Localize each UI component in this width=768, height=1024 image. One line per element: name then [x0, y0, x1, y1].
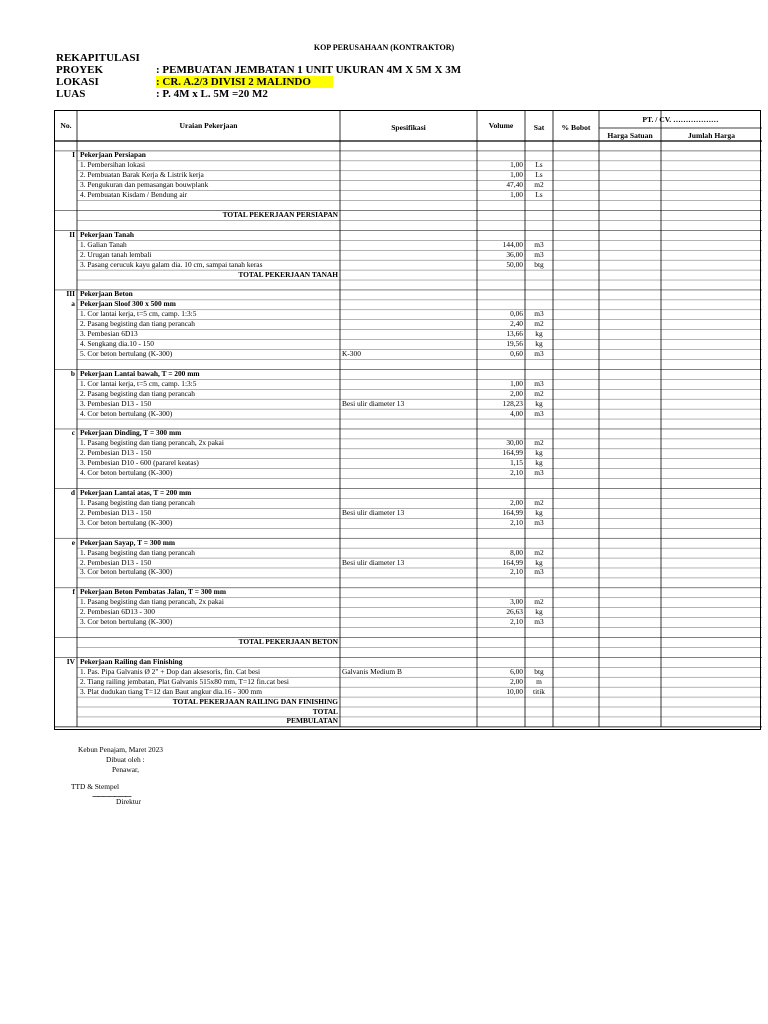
header-value: : PEMBUATAN JEMBATAN 1 UNIT UKURAN 4M X 5M X 3M	[156, 64, 462, 76]
item-volume: 1,00	[510, 378, 523, 388]
item-volume: 2,10	[510, 567, 523, 577]
col-header-unit-price: Harga Satuan	[607, 131, 653, 140]
col-header-specification: Spesifikasi	[391, 123, 426, 132]
header-row	[56, 64, 461, 76]
item-description: 1. Pas. Pipa Galvanis Ø 2" + Dop dan aksesoris, fin. Cat besi	[80, 666, 261, 676]
item-volume: 36,00	[506, 249, 523, 259]
item-unit: btg	[534, 666, 544, 676]
item-volume: 128,23	[502, 398, 523, 408]
item-unit: m3	[534, 408, 544, 418]
item-unit: m3	[534, 617, 544, 627]
item-volume: 2,00	[510, 388, 523, 398]
item-unit: titik	[533, 686, 545, 696]
contractor-label: PT. / CV. ………………	[642, 115, 719, 124]
item-description: 2. Pembesian D13 - 150	[80, 507, 152, 517]
item-specification: Besi ulir diameter 13	[342, 398, 405, 408]
item-volume: 164,99	[502, 507, 523, 517]
item-description: 3. Cor beton bertulang (K-300)	[80, 517, 173, 527]
project-header	[56, 52, 461, 100]
item-volume: 164,99	[502, 557, 523, 567]
item-unit: Ls	[535, 160, 543, 170]
total-label: TOTAL PEKERJAAN BETON	[238, 637, 338, 646]
item-volume: 144,00	[502, 239, 523, 249]
item-unit: btg	[534, 259, 544, 269]
item-unit: kg	[535, 607, 543, 617]
section-title: Pekerjaan Sloof 300 x 500 mm	[80, 299, 176, 309]
item-specification: Besi ulir diameter 13	[342, 507, 405, 517]
item-volume: 4,00	[510, 408, 523, 418]
section-title: Pekerjaan Dinding, T = 300 mm	[80, 428, 182, 438]
total-label: TOTAL PEKERJAAN RAILING DAN FINISHING	[172, 696, 338, 706]
item-unit: m	[536, 676, 542, 686]
col-header-total-price: Jumlah Harga	[687, 131, 736, 140]
item-volume: 10,00	[506, 686, 523, 696]
section-number: IV	[66, 656, 75, 666]
item-unit: m2	[534, 388, 544, 398]
item-description: 3. Pengukuran dan pemasangan bouwplank	[80, 180, 209, 190]
header-value: : P. 4M x L. 5M =20 M2	[156, 88, 268, 100]
item-volume: 2,40	[510, 319, 523, 329]
item-description: 2. Pembesian 6D13 - 300	[80, 607, 155, 617]
item-volume: 2,00	[510, 497, 523, 507]
item-volume: 50,00	[506, 259, 523, 269]
section-number: I	[72, 150, 75, 160]
header-row	[56, 88, 461, 100]
company-letterhead: KOP PERUSAHAAN (KONTRAKTOR)	[313, 43, 455, 52]
item-unit: m2	[534, 319, 544, 329]
item-description: 3. Cor beton bertulang (K-300)	[80, 617, 173, 627]
item-description: 1. Galian Tanah	[80, 239, 127, 249]
item-description: 4. Cor beton bertulang (K-300)	[80, 408, 173, 418]
item-volume: 0,06	[510, 309, 523, 319]
header-key: LUAS	[56, 88, 86, 100]
item-unit: m3	[534, 468, 544, 478]
item-unit: kg	[535, 507, 543, 517]
col-header-description: Uraian Pekerjaan	[179, 121, 238, 130]
section-title: Pekerjaan Lantai atas, T = 200 mm	[80, 488, 192, 498]
item-description: 3. Pembesian 6D13	[80, 329, 138, 339]
item-volume: 0,60	[510, 349, 523, 359]
total-label: TOTAL PEKERJAAN TANAH	[238, 269, 338, 279]
item-unit: m3	[534, 349, 544, 359]
section-number: a	[71, 299, 75, 309]
item-unit: m3	[534, 378, 544, 388]
item-description: 3. Cor beton bertulang (K-300)	[80, 567, 173, 577]
item-description: 4. Pembuatan Kisdam / Bendung air	[80, 190, 188, 200]
item-description: 2. Urugan tanah lembali	[80, 249, 152, 259]
section-number: d	[70, 488, 75, 498]
item-description: 1. Cor lantai kerja, t=5 cm, camp. 1:3:5	[80, 309, 197, 319]
col-header-weight: % Bobot	[561, 123, 591, 132]
section-number: III	[66, 289, 75, 299]
item-description: 1. Cor lantai kerja, t=5 cm, camp. 1:3:5	[80, 378, 197, 388]
section-number: f	[72, 587, 75, 597]
item-volume: 30,00	[506, 438, 523, 448]
item-specification: Galvanis Medium B	[342, 666, 402, 676]
item-unit: kg	[535, 329, 543, 339]
item-volume: 6,00	[510, 666, 523, 676]
section-number: II	[69, 229, 75, 239]
item-specification: K-300	[342, 349, 361, 359]
item-volume: 2,00	[510, 676, 523, 686]
signature-made-by: Dibuat oleh :	[106, 755, 145, 764]
item-unit: kg	[535, 339, 543, 349]
item-volume: 13,66	[506, 329, 523, 339]
item-description: 2. Pembesian D13 - 150	[80, 557, 152, 567]
section-title: Pekerjaan Beton	[80, 289, 133, 299]
signature-name-line: ..............................................	[92, 790, 131, 799]
item-volume: 2,10	[510, 517, 523, 527]
item-unit: Ls	[535, 190, 543, 200]
signature-place-date: Kebun Penajam, Maret 2023	[78, 745, 163, 754]
item-description: 2. Pasang begisting dan tiang perancah	[80, 319, 195, 329]
signature-bidder: Penawar,	[112, 765, 139, 774]
item-description: 1. Pembersihan lokasi	[80, 160, 146, 170]
section-title: Pekerjaan Sayap, T = 300 mm	[80, 537, 176, 547]
item-volume: 2,10	[510, 468, 523, 478]
item-description: 1. Pasang begisting dan tiang perancah	[80, 497, 195, 507]
signature-stamp-label: TTD & Stempel	[71, 782, 120, 791]
col-header-unit: Sat	[533, 123, 545, 132]
item-unit: m3	[534, 517, 544, 527]
section-title: Pekerjaan Lantai bawah, T = 200 mm	[80, 368, 200, 378]
item-description: 2. Pasang begisting dan tiang perancah	[80, 388, 195, 398]
item-volume: 26,63	[506, 607, 523, 617]
item-unit: kg	[535, 557, 543, 567]
header-key: REKAPITULASI	[56, 52, 140, 64]
recap-table	[54, 110, 761, 730]
item-description: 3. Pasang cerucuk kayu galam dia. 10 cm, sampai tanah keras	[80, 259, 263, 269]
item-unit: kg	[535, 448, 543, 458]
item-description: 1. Pasang begisting dan tiang perancah, 2x pakai	[80, 597, 224, 607]
item-unit: m2	[534, 438, 544, 448]
item-description: 1. Pasang begisting dan tiang perancah	[80, 547, 195, 557]
section-title: Pekerjaan Beton Pembatas Jalan, T = 300 mm	[80, 587, 226, 597]
item-volume: 3,00	[510, 597, 523, 607]
col-header-no: No.	[60, 121, 72, 130]
item-volume: 47,40	[506, 180, 523, 190]
header-row	[56, 52, 461, 64]
item-description: 5. Cor beton bertulang (K-300)	[80, 349, 173, 359]
section-number: b	[70, 368, 75, 378]
total-label: PEMBULATAN	[286, 716, 338, 726]
item-unit: kg	[535, 458, 543, 468]
item-volume: 2,10	[510, 617, 523, 627]
item-unit: m2	[534, 547, 544, 557]
item-unit: m3	[534, 239, 544, 249]
section-title: Pekerjaan Railing dan Finishing	[80, 656, 183, 666]
item-unit: m2	[534, 497, 544, 507]
section-number: e	[71, 537, 75, 547]
total-label: TOTAL	[312, 706, 338, 716]
item-unit: m2	[534, 180, 544, 190]
signature-title: Direktur	[116, 797, 142, 806]
section-title: Pekerjaan Tanah	[80, 229, 135, 239]
item-volume: 164,99	[502, 448, 523, 458]
item-unit: m3	[534, 309, 544, 319]
section-title: Pekerjaan Persiapan	[80, 150, 146, 160]
item-description: 3. Pembesian D10 - 600 (pararel keatas)	[80, 458, 199, 468]
item-volume: 1,00	[510, 170, 523, 180]
total-label: TOTAL PEKERJAAN PERSIAPAN	[222, 210, 338, 219]
item-volume: 1,00	[510, 160, 523, 170]
item-volume: 1,15	[510, 458, 523, 468]
item-description: 2. Pembesian D13 - 150	[80, 448, 152, 458]
item-unit: Ls	[535, 170, 543, 180]
item-volume: 1,00	[510, 190, 523, 200]
item-description: 2. Tiang railing jembatan, Plat Galvanis 515x80 mm, T=12 fin.cat besi	[80, 676, 289, 686]
item-description: 4. Cor beton bertulang (K-300)	[80, 468, 173, 478]
item-description: 4. Sengkang dia.10 - 150	[80, 339, 154, 349]
header-key: PROYEK	[56, 64, 104, 76]
item-description: 3. Plat dudukan tiang T=12 dan Baut angkur dia.16 - 300 mm	[80, 686, 262, 696]
section-number: c	[71, 428, 75, 438]
item-volume: 8,00	[510, 547, 523, 557]
header-row	[56, 76, 461, 88]
item-volume: 19,56	[506, 339, 523, 349]
item-description: 2. Pembuatan Barak Kerja & Listrik kerja	[80, 170, 204, 180]
item-description: 3. Pembesian D13 - 150	[80, 398, 152, 408]
item-unit: m3	[534, 249, 544, 259]
item-unit: kg	[535, 398, 543, 408]
header-key: LOKASI	[56, 76, 99, 88]
item-unit: m2	[534, 597, 544, 607]
col-header-volume: Volume	[488, 121, 514, 130]
item-description: 1. Pasang begisting dan tiang perancah, 2x pakai	[80, 438, 224, 448]
item-specification: Besi ulir diameter 13	[342, 557, 405, 567]
item-unit: m3	[534, 567, 544, 577]
header-value: : CR. A.2/3 DIVISI 2 MALINDO	[156, 76, 333, 88]
